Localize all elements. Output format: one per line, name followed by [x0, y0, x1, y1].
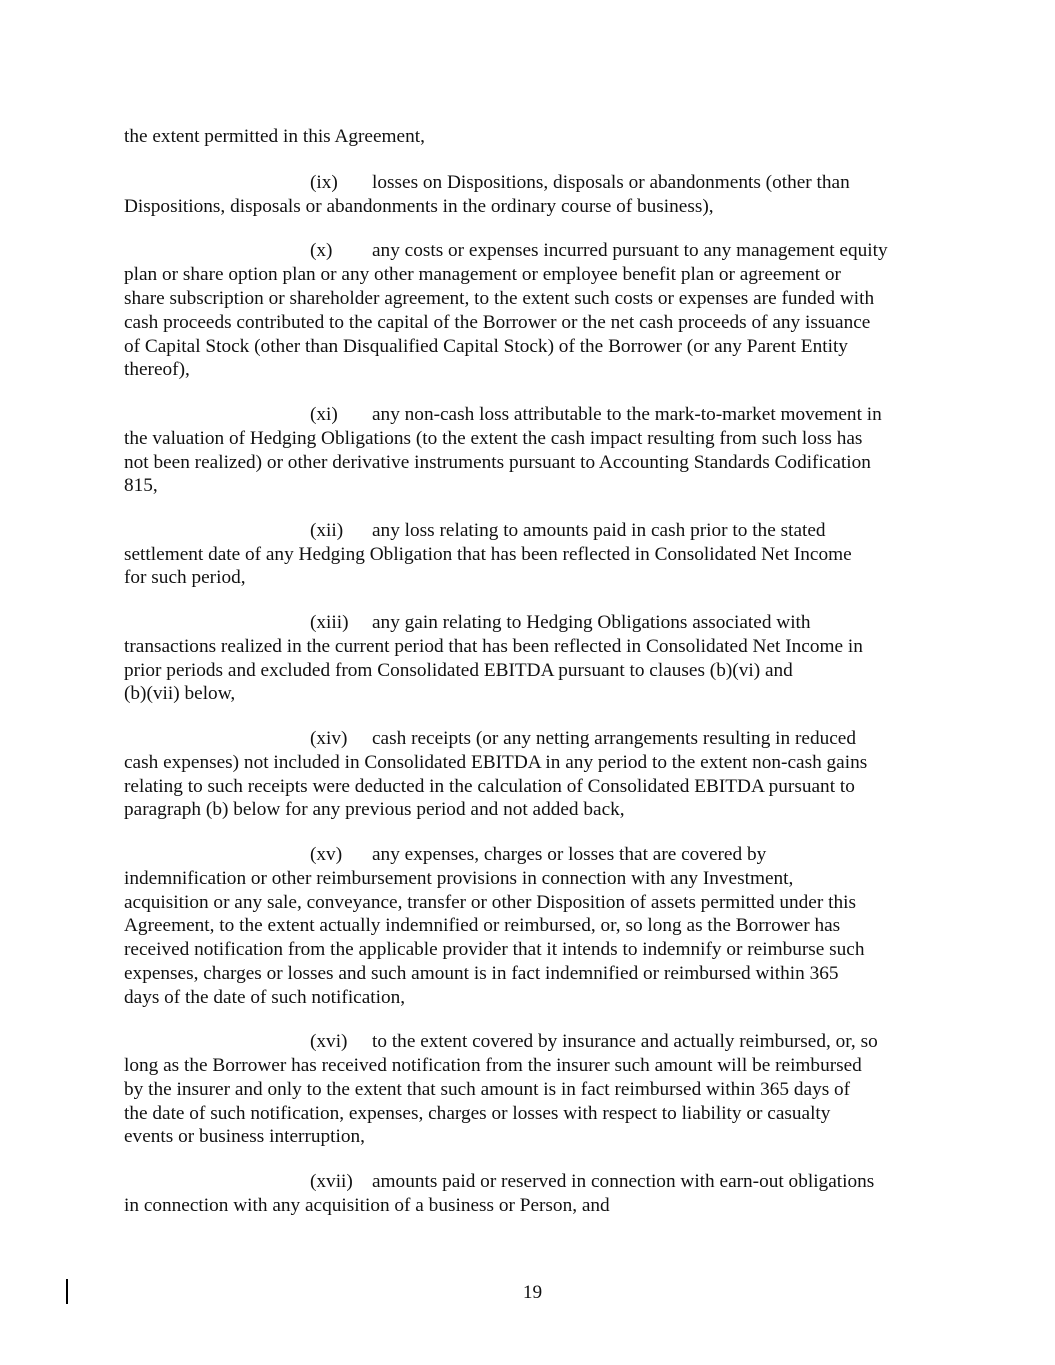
- clause-line: days of the date of such notification,: [124, 987, 406, 1008]
- clause-line: cash proceeds contributed to the capital of the Borrower or the net cash proceeds of any issuance: [124, 312, 871, 333]
- clause-first-line: any loss relating to amounts paid in cash prior to the stated: [372, 520, 826, 541]
- clause-line: thereof),: [124, 359, 190, 380]
- clause-line: 815,: [124, 475, 158, 496]
- clause-line: indemnification or other reimbursement provisions in connection with any Investment,: [124, 868, 794, 889]
- clause-line: acquisition or any sale, conveyance, transfer or other Disposition of assets permitted under this: [124, 892, 856, 913]
- clause-number: (ix): [310, 172, 338, 193]
- clause-number: (x): [310, 240, 333, 261]
- clause-first-line: losses on Dispositions, disposals or abandonments (other than: [372, 172, 850, 193]
- clause-line: the valuation of Hedging Obligations (to the extent the cash impact resulting from such loss has: [124, 428, 863, 449]
- clause-first-line: cash receipts (or any netting arrangements resulting in reduced: [372, 728, 856, 749]
- clause-number: (xiv): [310, 728, 348, 749]
- clause-line: share subscription or shareholder agreement, to the extent such costs or expenses are funded with: [124, 288, 875, 309]
- clause-line: long as the Borrower has received notification from the insurer such amount will be reimbursed: [124, 1055, 862, 1076]
- clause-line: Agreement, to the extent actually indemnified or reimbursed, or, so long as the Borrower has: [124, 915, 841, 936]
- clause-line: the date of such notification, expenses, charges or losses with respect to liability or casualty: [124, 1103, 831, 1124]
- clause-line: not been realized) or other derivative instruments pursuant to Accounting Standards Codification: [124, 452, 871, 473]
- page-number: 19: [522, 1282, 543, 1303]
- clause-line: for such period,: [124, 567, 246, 588]
- clause-line: prior periods and excluded from Consolidated EBITDA pursuant to clauses (b)(vi) and: [124, 660, 793, 681]
- clause-line: settlement date of any Hedging Obligation that has been reflected in Consolidated Net Income: [124, 544, 852, 565]
- clause-number: (xii): [310, 520, 344, 541]
- clause-line: received notification from the applicable provider that it intends to indemnify or reimburse such: [124, 939, 865, 960]
- clause-first-line: any gain relating to Hedging Obligations associated with: [372, 612, 811, 633]
- clause-number: (xvi): [310, 1031, 348, 1052]
- clause-line: by the insurer and only to the extent that such amount is in fact reimbursed within 365 days of: [124, 1079, 851, 1100]
- clause-number: (xv): [310, 844, 343, 865]
- clause-line: transactions realized in the current period that has been reflected in Consolidated Net Income in: [124, 636, 863, 657]
- clause-line: expenses, charges or losses and such amount is in fact indemnified or reimbursed within 365: [124, 963, 839, 984]
- clause-line: (b)(vii) below,: [124, 683, 236, 704]
- clause-number: (xvii): [310, 1171, 353, 1192]
- clause-line: plan or share option plan or any other management or employee benefit plan or agreement or: [124, 264, 841, 285]
- clause-line: of Capital Stock (other than Disqualified Capital Stock) of the Borrower (or any Parent Entity: [124, 336, 848, 357]
- clause-first-line: any non-cash loss attributable to the mark-to-market movement in: [372, 404, 882, 425]
- clause-line: Dispositions, disposals or abandonments in the ordinary course of business),: [124, 196, 714, 217]
- clause-line: relating to such receipts were deducted in the calculation of Consolidated EBITDA pursuant to: [124, 776, 855, 797]
- clause-line: in connection with any acquisition of a business or Person, and: [124, 1195, 610, 1216]
- intro-line: the extent permitted in this Agreement,: [124, 126, 425, 147]
- clause-number: (xiii): [310, 612, 349, 633]
- clause-line: events or business interruption,: [124, 1126, 365, 1147]
- clause-first-line: to the extent covered by insurance and actually reimbursed, or, so: [372, 1031, 878, 1052]
- clause-first-line: any costs or expenses incurred pursuant to any management equity: [372, 240, 888, 261]
- clause-number: (xi): [310, 404, 338, 425]
- clause-line: paragraph (b) below for any previous period and not added back,: [124, 799, 625, 820]
- clause-first-line: amounts paid or reserved in connection with earn-out obligations: [372, 1171, 875, 1192]
- clause-line: cash expenses) not included in Consolidated EBITDA in any period to the extent non-cash gains: [124, 752, 868, 773]
- clause-first-line: any expenses, charges or losses that are covered by: [372, 844, 767, 865]
